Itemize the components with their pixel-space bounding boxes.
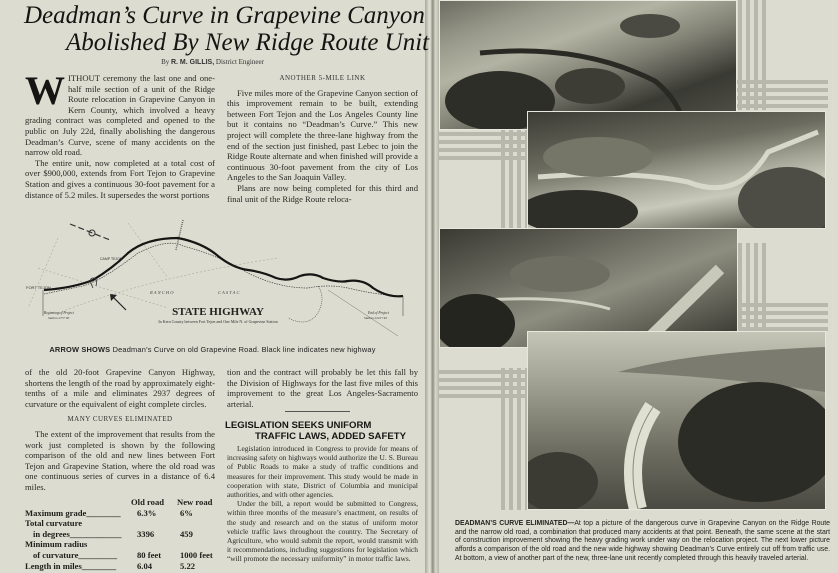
arrow-icon xyxy=(110,294,126,310)
svg-text:Station 2210+40: Station 2210+40 xyxy=(364,316,387,320)
paragraph-4: Plans are now being completed for this third and final unit of the Ridge Route reloca- xyxy=(227,182,418,204)
photo-caption-bold: DEADMAN’S CURVE ELIMINATED— xyxy=(455,520,575,527)
column-2-top xyxy=(227,73,418,204)
table-row: Length in miles________ 6.04 5.22 xyxy=(25,560,196,571)
photo-three-lane-unit xyxy=(527,331,826,510)
column-2-bottom xyxy=(227,367,418,409)
header-old-road: Old road xyxy=(131,497,165,507)
paragraph-5: of the old 20-foot Grapevine Canyon Highway, shortens the length of the road by approximately eight-tenths of a mile and eliminates 2937 degrees of curvature or the equivalent of eight complete circles. xyxy=(25,367,215,409)
svg-text:STATE HIGHWAY: STATE HIGHWAY xyxy=(172,306,264,318)
legislation-body xyxy=(227,444,418,564)
route-map xyxy=(18,218,418,336)
photo-old-and-new-road xyxy=(439,228,738,348)
table-row: Total curvature xyxy=(25,518,83,529)
svg-text:Station 273+00: Station 273+00 xyxy=(48,316,70,320)
table-header xyxy=(25,497,225,508)
map-caption xyxy=(0,345,425,354)
legislation-paragraph-1: Legislation introduced in Congress to provide for means of increasing safety on highways would authorize the U. S. Bureau of Public Roads to make a study of traffic conditions and measures for their improvement. This study would be made in cooperation with state, District of Columbia and municipal authorities, and with other agencies. xyxy=(227,444,418,500)
paragraph-2: The entire unit, now completed at a total cost of over $900,000, extends from Fort Tejon to Grapevine Station and gives a continuous 30-foot pavement for a distance of 5.2 miles. It supersedes the worst portions xyxy=(25,157,215,200)
header-new-road: New road xyxy=(177,497,213,507)
svg-text:End of Project: End of Project xyxy=(368,311,389,315)
title-line-1: Deadman’s Curve in Grapevine Canyon xyxy=(24,2,425,29)
decorative-stripes-2 xyxy=(439,130,531,230)
decorative-stripes-3 xyxy=(736,243,828,333)
byline-prefix: By xyxy=(161,58,170,66)
title-line-2: Abolished By New Ridge Route Unit xyxy=(66,29,430,56)
paragraph-7: tion and the contract will probably be let this fall by the Division of Highways for the last five miles of this improvement to the great Los Angeles-Sacramento arterial. xyxy=(227,367,418,409)
legislation-heading xyxy=(225,420,421,442)
column-1-top xyxy=(25,68,215,200)
column-1-bottom xyxy=(25,367,215,493)
svg-text:FORT TEJON: FORT TEJON xyxy=(26,285,51,290)
byline xyxy=(0,58,425,66)
decorative-stripes-1 xyxy=(736,0,828,110)
svg-text:CAMP TEJON: CAMP TEJON xyxy=(100,257,123,261)
table-row: in degrees____________ 3396 459 xyxy=(33,528,193,539)
table-row: Minimum radius xyxy=(25,539,88,550)
map-caption-rest: Deadman’s Curve on old Grapevine Road. Black line indicates new highway xyxy=(112,345,376,354)
paragraph-1 xyxy=(25,68,215,158)
svg-text:Beginning of Project: Beginning of Project xyxy=(44,311,74,315)
legislation-title-line-1: LEGISLATION SEEKS UNIFORM xyxy=(225,420,372,431)
table-row: Maximum grade________ 6.3% 6% xyxy=(25,507,193,518)
section-divider xyxy=(285,411,350,412)
photo-caption xyxy=(455,520,830,564)
photo-caption-rest: At top a picture of the dangerous curve in Grapevine Canyon on the Ridge Route and the narrow old road, a combination that produced many accidents at that point. Beneath, the same scene at the start of construction improvement showing the heavy grading work under way on the relocation project. The next lower picture affords a comparison of the old road and the new wide highway showing Deadman’s Curve entirely cut off from traffic use. At bottom, a view of another part of the new, three-lane unit recently completed through this heavily traveled arterial. xyxy=(455,520,830,562)
legislation-paragraph-2: Under the bill, a report would be submitted to Congress, within three months of the measure’s enactment, on results of the study and research and on the status of uniform motor vehicle traffic laws throughout the country. The Secretary of Agriculture, who would submit the report, would transmit with it recommendations, including suggestions for legislation which “will promote the necessary uniformity” in motor traffic laws. xyxy=(227,499,418,564)
byline-author: R. M. GILLIS, xyxy=(170,59,215,66)
paragraph-1-text: ITHOUT ceremony the last one and one-half mile section of a unit of the Ridge Route relocation in Grapevine Canyon in Kern County, which involved a heavy grading contract was completed and opened to the public on July 22d, finally abolishing the dangerous Deadman’s Curve, scene of many accidents on the narrow old road. xyxy=(25,73,215,158)
byline-role: District Engineer xyxy=(215,58,264,66)
table-row: of curvature_________ 80 feet 1000 feet xyxy=(33,549,213,560)
svg-text:C A S T A C: C A S T A C xyxy=(218,290,240,295)
paragraph-3: Five miles more of the Grapevine Canyon section of this improvement remain to be built, extending between Fort Tejon and the Los Angeles County line but it contains no “Deadman’s Curve.” This new project will complete the three-lane highway from the end of the section just finished, past Lebec to join the Ridge Route alternate and when finished will provide a continuous 30-foot pavement from the city of Los Angeles to the San Joaquin Valley. xyxy=(227,87,418,183)
comparison-table xyxy=(25,497,225,571)
map-caption-bold: ARROW SHOWS xyxy=(49,345,111,354)
photo-construction-grading xyxy=(527,111,826,229)
paragraph-6: The extent of the improvement that results from the work just completed is shown by the following comparison of the old and new lines between Fort Tejon and Grapevine Station, where the old road was one continuous series of curves in a distance of 6.4 miles. xyxy=(25,428,215,492)
decorative-stripes-4 xyxy=(439,368,531,510)
drop-cap: W xyxy=(25,68,65,113)
svg-text:R A N C H O: R A N C H O xyxy=(150,290,174,295)
compass-icon xyxy=(70,224,110,240)
svg-text:In Kern County between Fort Te: In Kern County between Fort Tejon and One Mile N. of Grapevine Station xyxy=(158,319,278,324)
subhead-another-link: ANOTHER 5-MILE LINK xyxy=(279,74,366,82)
book-spine xyxy=(425,0,439,573)
subhead-many-curves: MANY CURVES ELIMINATED xyxy=(67,415,173,424)
legislation-title-line-2: TRAFFIC LAWS, ADDED SAFETY xyxy=(255,431,407,442)
